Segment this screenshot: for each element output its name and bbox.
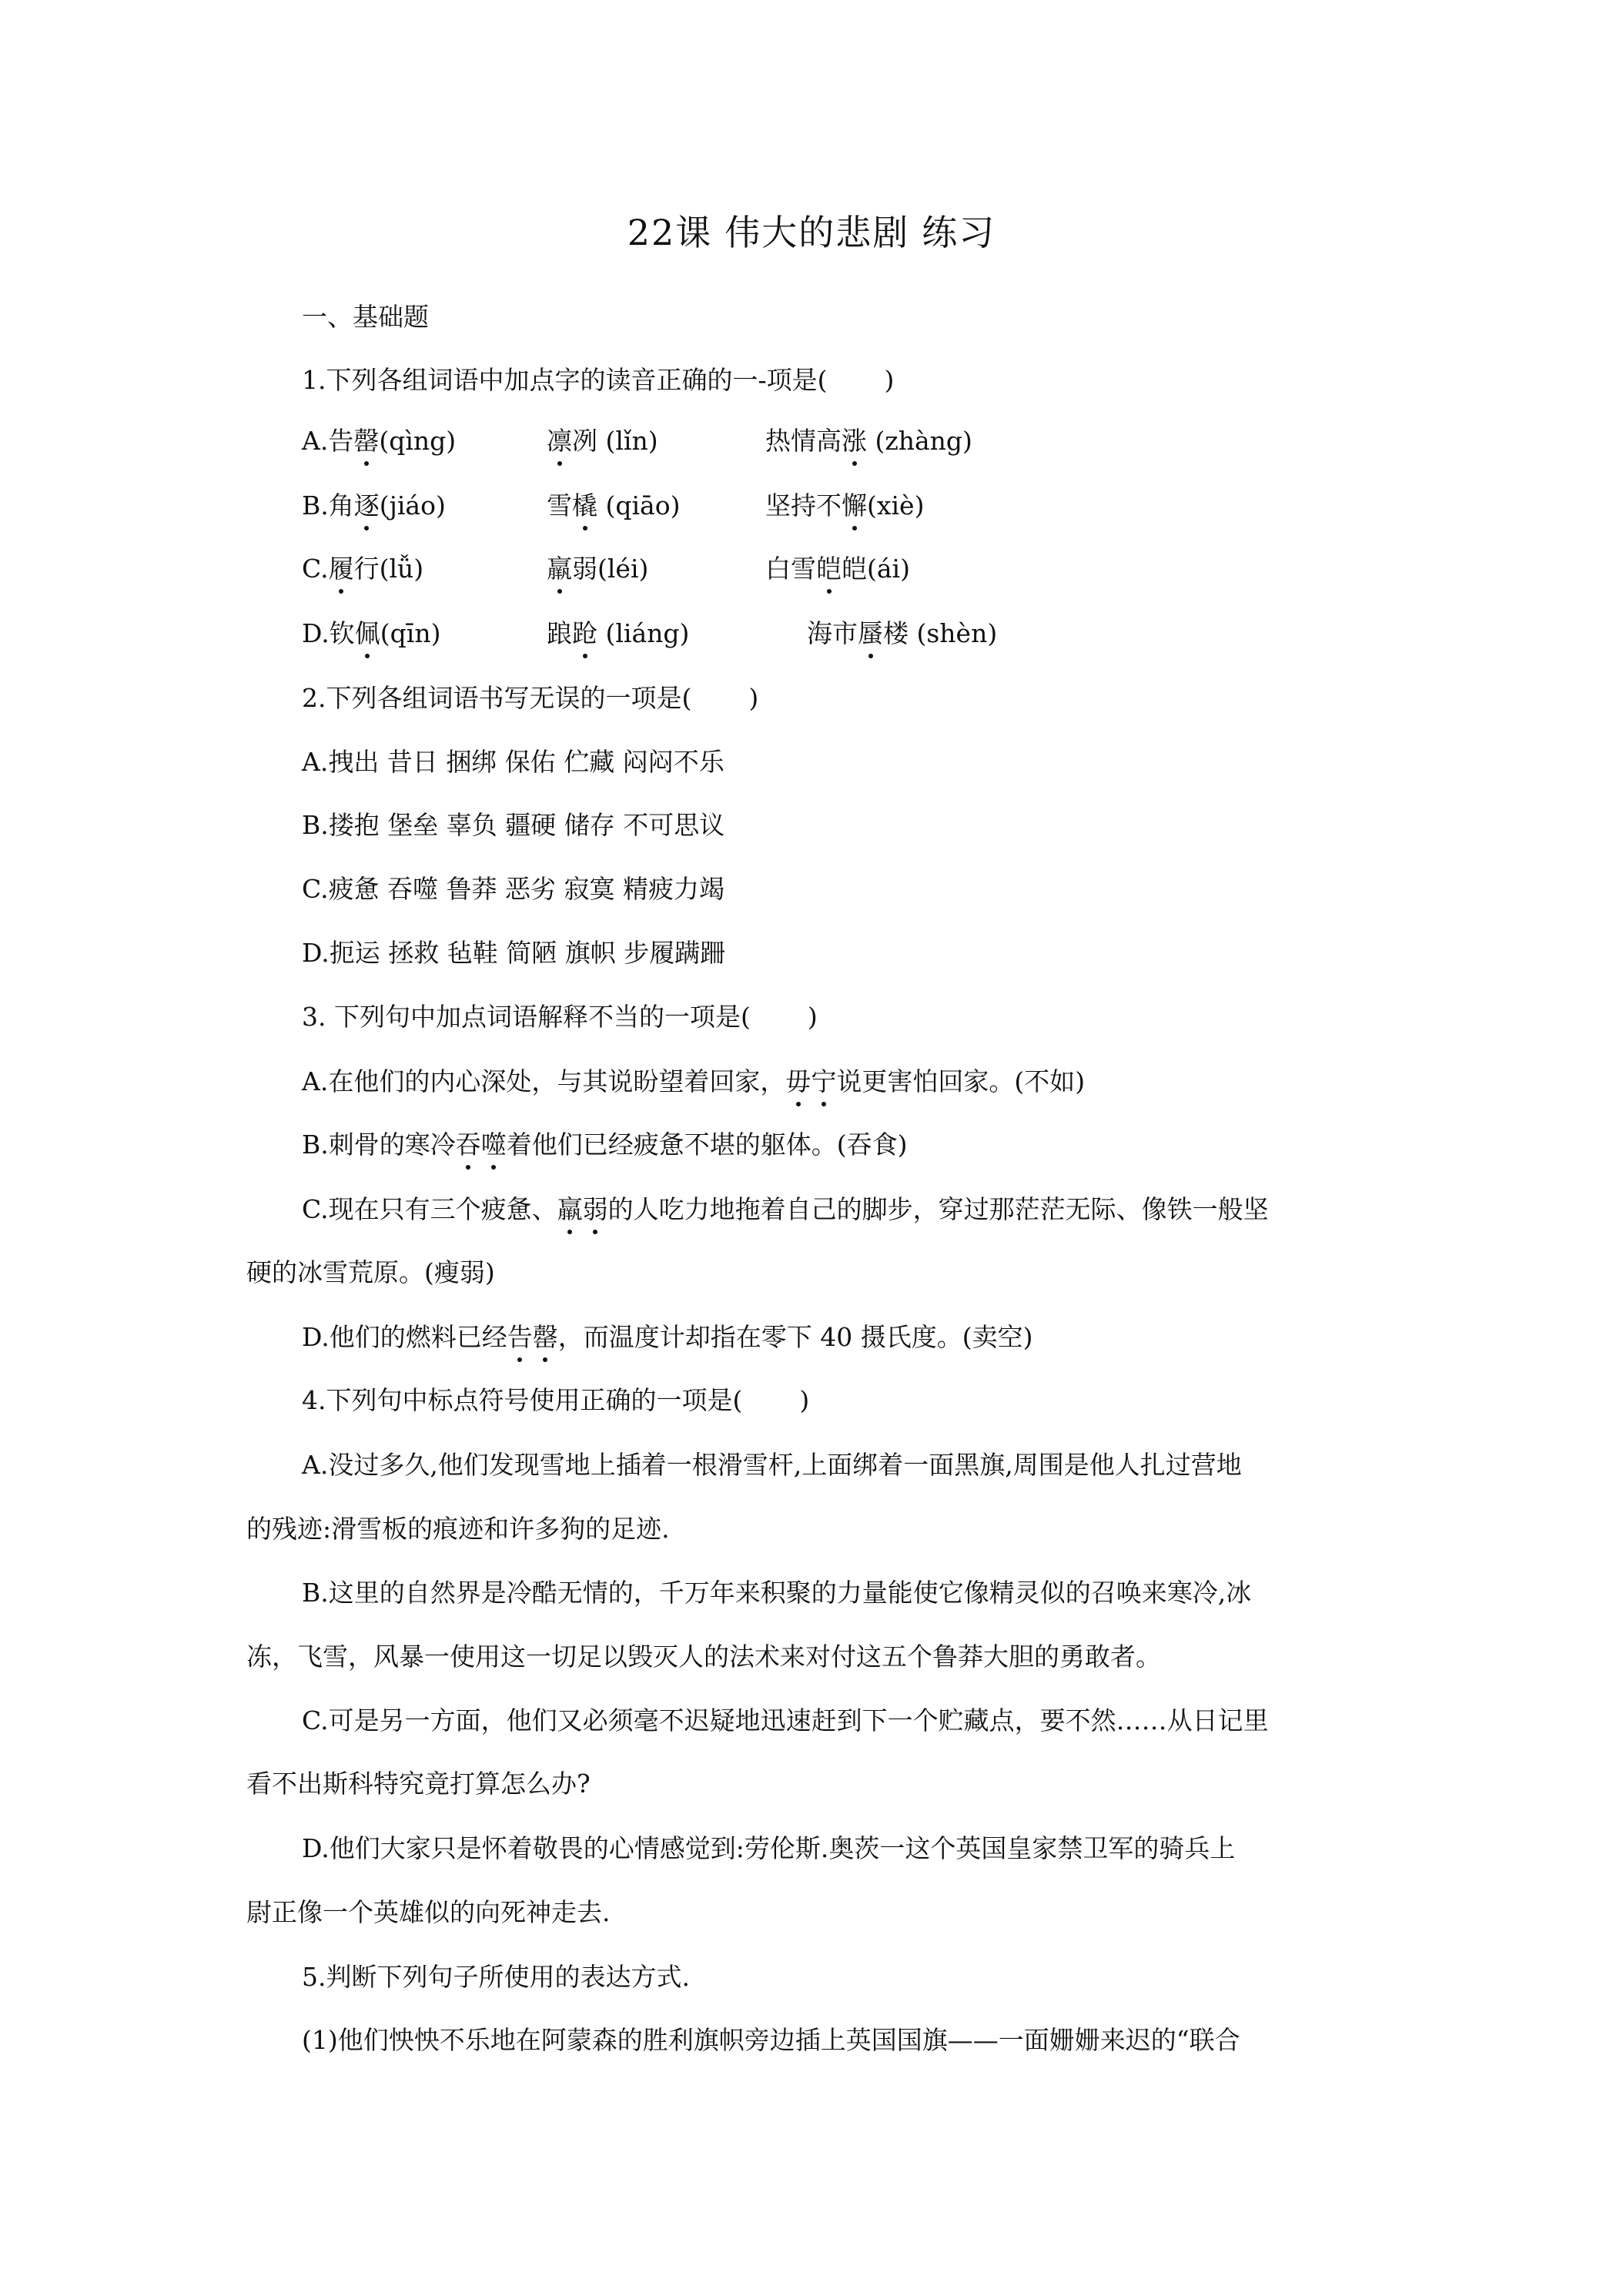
q1-stem: 1.下列各组词语中加点字的读音正确的一-项是( ) (302, 365, 895, 395)
q1-b-word2: 雪橇 (qiāo) (547, 487, 680, 524)
q1-c-word2: 羸弱(léi) (547, 551, 648, 587)
q1-b-word1: B.角逐(jiáo) (302, 487, 446, 524)
section-heading: 一、基础题 (302, 302, 429, 332)
q3-option-c: C.现在只有三个疲惫、羸弱的人吃力地拖着自己的脚步，穿过那茫茫无际、像铁一般坚 (302, 1191, 1269, 1228)
q1-b-word3: 坚持不懈(xiè) (765, 487, 924, 524)
q2-option-b: B.搂抱 堡垒 辜负 疆硬 储存 不可思议 (302, 810, 725, 840)
page-title (0, 209, 1623, 256)
q4-option-c: C.可是另一方面，他们又必须毫不迟疑地迅速赶到下一个贮藏点，要不然……从日记里 (302, 1705, 1269, 1735)
q4-stem: 4.下列句中标点符号使用正确的一项是( ) (302, 1385, 810, 1415)
q4-option-c-continued: 看不出斯科特究竟打算怎么办? (246, 1769, 591, 1799)
q1-d-word2: 踉跄 (liáng) (547, 615, 689, 652)
q5-item-1: (1)他们怏怏不乐地在阿蒙森的胜利旗帜旁边插上英国国旗——一面姗姗来迟的“联合 (302, 2025, 1240, 2055)
q4-option-a: A.没过多久,他们发现雪地上插着一根滑雪杆,上面绑着一面黑旗,周围是他人扎过营地 (302, 1450, 1242, 1480)
q2-option-d: D.扼运 拯救 毡鞋 简陋 旗帜 步履蹒跚 (302, 938, 726, 968)
q1-c-word1: C.履行(lǚ) (302, 551, 423, 587)
q1-row-c (302, 551, 1380, 587)
q3-stem: 3. 下列句中加点词语解释不当的一项是( ) (302, 1002, 818, 1032)
q1-a-word3: 热情高涨 (zhàng) (765, 423, 972, 460)
q3-option-b: B.刺骨的寒冷吞噬着他们已经疲惫不堪的躯体。(吞食) (302, 1126, 908, 1163)
q2-stem: 2.下列各组词语书写无误的一项是( ) (302, 683, 759, 713)
q1-d-word1: D.钦佩(qīn) (302, 615, 440, 652)
q4-option-d: D.他们大家只是怀着敬畏的心情感觉到:劳伦斯.奥茨一这个英国皇家禁卫军的骑兵上 (302, 1833, 1236, 1863)
q3-option-c-continued: 硬的冰雪荒原。(瘦弱) (246, 1257, 495, 1287)
q2-option-c: C.疲惫 吞噬 鲁莽 恶劣 寂寞 精疲力竭 (302, 874, 725, 904)
title-name: 伟大的悲剧 (724, 212, 910, 253)
title-suffix: 练习 (922, 212, 996, 253)
title-lesson: 22课 (627, 212, 713, 253)
q4-option-b-continued: 冻，飞雪，风暴一使用这一切足以毁灭人的法术来对付这五个鲁莽大胆的勇敢者。 (246, 1642, 1161, 1672)
q1-c-word3: 白雪皑皑(ái) (765, 551, 910, 587)
q1-a-word2: 凛冽 (lǐn) (547, 423, 658, 460)
q1-d-word3: 海市蜃楼 (shèn) (807, 615, 997, 652)
q3-option-a: A.在他们的内心深处，与其说盼望着回家，毋宁说更害怕回家。(不如) (302, 1063, 1085, 1100)
q1-row-a (302, 423, 1380, 460)
q1-row-b (302, 487, 1380, 524)
q5-stem: 5.判断下列句子所使用的表达方式. (302, 1962, 690, 1992)
q4-option-a-continued: 的残迹:滑雪板的痕迹和许多狗的足迹. (246, 1514, 670, 1544)
q1-a-word1: A.告罄(qìng) (302, 423, 456, 460)
q2-option-a: A.拽出 昔日 捆绑 保佑 伫藏 闷闷不乐 (302, 747, 724, 777)
q3-option-d: D.他们的燃料已经告罄，而温度计却指在零下 40 摄氏度。(卖空) (302, 1319, 1033, 1356)
q1-row-d (302, 615, 1380, 652)
q4-option-d-continued: 尉正像一个英雄似的向死神走去. (246, 1897, 611, 1927)
q4-option-b: B.这里的自然界是冷酷无情的，千万年来积聚的力量能使它像精灵似的召唤来寒冷,冰 (302, 1578, 1252, 1608)
